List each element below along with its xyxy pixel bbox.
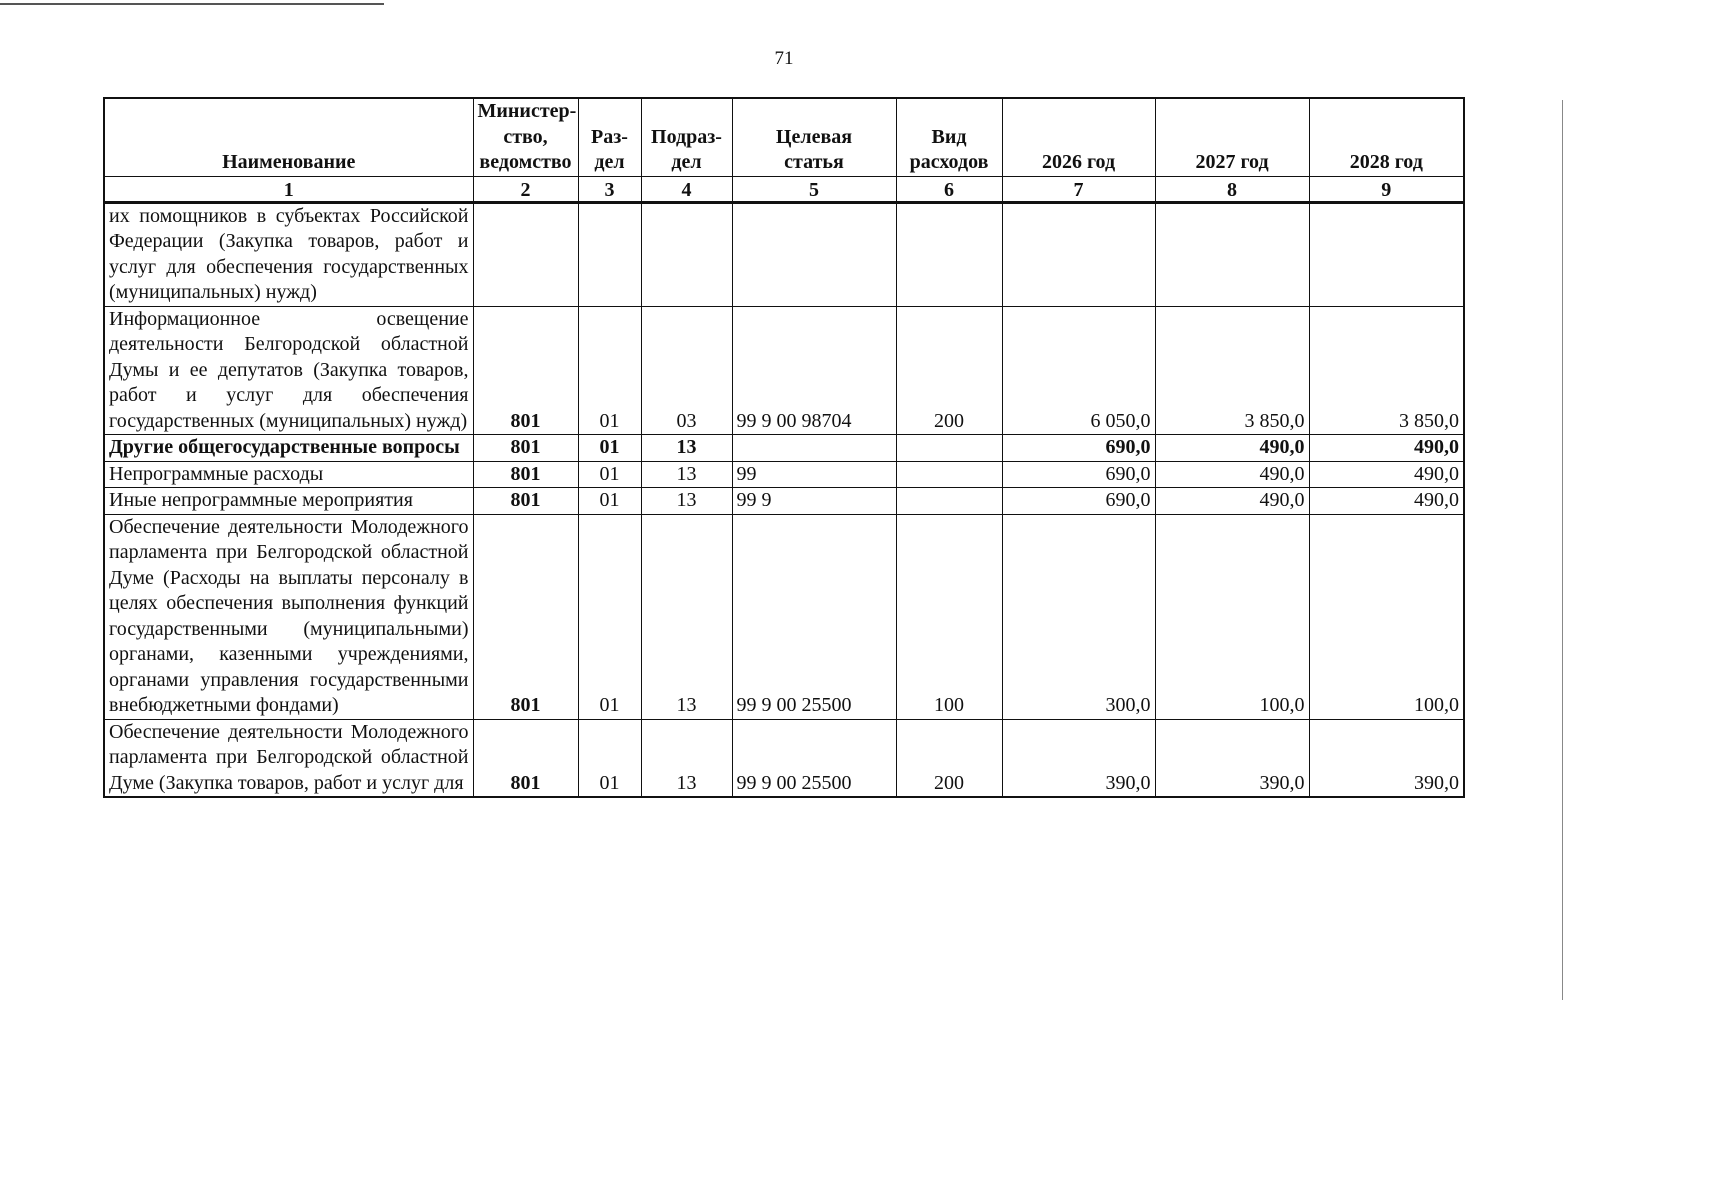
row-type: 200 — [896, 719, 1002, 797]
row-name: их помощников в субъектах Российской Федерации (Закупка товаров, работ и услуг для обеспечения государственных (муниципальных) нужд) — [104, 202, 473, 306]
row-name: Другие общегосударственные вопросы — [104, 435, 473, 462]
row-type — [896, 435, 1002, 462]
scan-edge-line — [0, 3, 384, 5]
row-target: 99 9 — [732, 488, 896, 515]
row-subsection: 13 — [641, 719, 732, 797]
row-2028: 100,0 — [1309, 514, 1464, 719]
scan-edge-line-right — [1562, 100, 1563, 1000]
row-ministry: 801 — [473, 514, 578, 719]
row-type: 100 — [896, 514, 1002, 719]
row-ministry — [473, 202, 578, 306]
row-2026: 390,0 — [1002, 719, 1155, 797]
page-number: 71 — [774, 48, 794, 69]
row-section: 01 — [578, 719, 641, 797]
row-section: 01 — [578, 461, 641, 488]
row-target: 99 9 00 25500 — [732, 514, 896, 719]
row-2027: 490,0 — [1155, 461, 1309, 488]
col-number: 3 — [578, 176, 641, 202]
col-number: 4 — [641, 176, 732, 202]
col-number: 5 — [732, 176, 896, 202]
row-2028: 490,0 — [1309, 488, 1464, 515]
header-2027: 2027 год — [1155, 98, 1309, 176]
col-number: 7 — [1002, 176, 1155, 202]
row-name: Обеспечение деятельности Молодежного парламента при Белгородской областной Думе (Расходы на выплаты персоналу в целях обеспечения выполнения функций государственными (муниципальными) органами, казенными учреждениями, органами управления государственными внебюджетными фондами) — [104, 514, 473, 719]
row-subsection: 03 — [641, 306, 732, 435]
row-subsection: 13 — [641, 488, 732, 515]
row-section: 01 — [578, 306, 641, 435]
header-name: Наименование — [104, 98, 473, 176]
row-2026: 690,0 — [1002, 488, 1155, 515]
header-2026: 2026 год — [1002, 98, 1155, 176]
table-row — [104, 306, 1464, 435]
row-subsection — [641, 202, 732, 306]
table-row — [104, 202, 1464, 306]
row-subsection: 13 — [641, 435, 732, 462]
row-subsection: 13 — [641, 461, 732, 488]
row-subsection: 13 — [641, 514, 732, 719]
col-number: 9 — [1309, 176, 1464, 202]
row-target: 99 9 00 25500 — [732, 719, 896, 797]
row-name: Обеспечение деятельности Молодежного парламента при Белгородской областной Думе (Закупка товаров, работ и услуг для — [104, 719, 473, 797]
row-ministry: 801 — [473, 306, 578, 435]
table-row — [104, 719, 1464, 797]
table-row — [104, 488, 1464, 515]
row-2026: 6 050,0 — [1002, 306, 1155, 435]
budget-table — [103, 97, 1465, 798]
row-2027: 490,0 — [1155, 435, 1309, 462]
row-ministry: 801 — [473, 435, 578, 462]
row-target — [732, 435, 896, 462]
row-2027: 100,0 — [1155, 514, 1309, 719]
col-number: 2 — [473, 176, 578, 202]
row-target: 99 9 00 98704 — [732, 306, 896, 435]
header-subsection: Подраз- дел — [641, 98, 732, 176]
row-name: Информационное освещение деятельности Белгородской областной Думы и ее депутатов (Закупка товаров, работ и услуг для обеспечения государственных (муниципальных) нужд) — [104, 306, 473, 435]
table-row — [104, 514, 1464, 719]
row-2028: 490,0 — [1309, 461, 1464, 488]
row-2027 — [1155, 202, 1309, 306]
header-ministry: Министер- ство, ведомство — [473, 98, 578, 176]
row-2028: 490,0 — [1309, 435, 1464, 462]
table-row — [104, 461, 1464, 488]
row-2028 — [1309, 202, 1464, 306]
row-2026: 690,0 — [1002, 461, 1155, 488]
col-number: 6 — [896, 176, 1002, 202]
header-expense-type: Вид расходов — [896, 98, 1002, 176]
row-2027: 490,0 — [1155, 488, 1309, 515]
table-row — [104, 435, 1464, 462]
row-section: 01 — [578, 488, 641, 515]
row-type — [896, 202, 1002, 306]
row-2027: 390,0 — [1155, 719, 1309, 797]
row-2026 — [1002, 202, 1155, 306]
column-number-row — [104, 176, 1464, 202]
row-name: Иные непрограммные мероприятия — [104, 488, 473, 515]
row-name: Непрограммные расходы — [104, 461, 473, 488]
header-2028: 2028 год — [1309, 98, 1464, 176]
row-section — [578, 202, 641, 306]
table-header-row — [104, 98, 1464, 176]
row-2028: 390,0 — [1309, 719, 1464, 797]
row-section: 01 — [578, 514, 641, 719]
row-type — [896, 461, 1002, 488]
row-target — [732, 202, 896, 306]
row-ministry: 801 — [473, 461, 578, 488]
row-2027: 3 850,0 — [1155, 306, 1309, 435]
col-number: 1 — [104, 176, 473, 202]
row-ministry: 801 — [473, 719, 578, 797]
header-section: Раз- дел — [578, 98, 641, 176]
row-section: 01 — [578, 435, 641, 462]
row-type — [896, 488, 1002, 515]
col-number: 8 — [1155, 176, 1309, 202]
row-type: 200 — [896, 306, 1002, 435]
row-ministry: 801 — [473, 488, 578, 515]
row-2026: 300,0 — [1002, 514, 1155, 719]
row-2026: 690,0 — [1002, 435, 1155, 462]
row-target: 99 — [732, 461, 896, 488]
header-target: Целевая статья — [732, 98, 896, 176]
row-2028: 3 850,0 — [1309, 306, 1464, 435]
